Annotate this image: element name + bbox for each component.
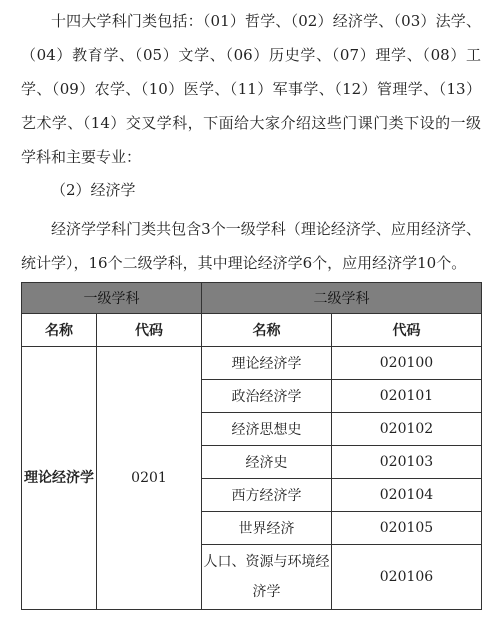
second-level-code-cell: 020105 (332, 512, 482, 545)
first-level-name-cell: 理论经济学 (22, 347, 97, 610)
second-level-name-cell: 西方经济学 (202, 479, 332, 512)
intro-paragraph: 十四大学科门类包括：（01）哲学、（02）经济学、（03）法学、（04）教育学、（05）文学、（06）历史学、（07）理学、（08）工学、（09）农学、（10）医学、（11）军事学、（12）管理学、（13）艺术学、（14）交叉学科，下面给大家介绍这些门课门类下设的一级学科和主要专业： (21, 12, 481, 166)
column-header-row (22, 314, 482, 347)
second-level-name-cell: 理论经济学 (202, 347, 332, 380)
second-level-code-cell: 020104 (332, 479, 482, 512)
second-level-name-cell: 世界经济 (202, 512, 332, 545)
second-level-name-cell: 经济思想史 (202, 413, 332, 446)
group-header-row (22, 283, 482, 314)
second-level-code-cell: 020101 (332, 380, 482, 413)
section-heading: （2）经济学 (51, 181, 136, 199)
second-level-code-cell: 020103 (332, 446, 482, 479)
second-level-group-header: 二级学科 (202, 283, 482, 314)
summary-paragraph: 经济学学科门类共包含3个一级学科（理论经济学、应用经济学、统计学），16个二级学科，其中理论经济学6个，应用经济学10个。 (21, 220, 481, 272)
second-level-code-cell: 020102 (332, 413, 482, 446)
second-level-code-cell: 020106 (332, 545, 482, 610)
first-level-code-header: 代码 (97, 314, 202, 347)
second-level-name-cell: 经济史 (202, 446, 332, 479)
first-level-code-cell: 0201 (97, 347, 202, 610)
second-level-name-cell: 政治经济学 (202, 380, 332, 413)
second-level-name-cell: 人口、资源与环境经济学 (202, 545, 332, 610)
second-level-code-cell: 020100 (332, 347, 482, 380)
second-level-name-header: 名称 (202, 314, 332, 347)
table-row (22, 347, 482, 380)
second-level-code-header: 代码 (332, 314, 482, 347)
first-level-name-header: 名称 (22, 314, 97, 347)
discipline-table (21, 282, 482, 610)
first-level-group-header: 一级学科 (22, 283, 202, 314)
